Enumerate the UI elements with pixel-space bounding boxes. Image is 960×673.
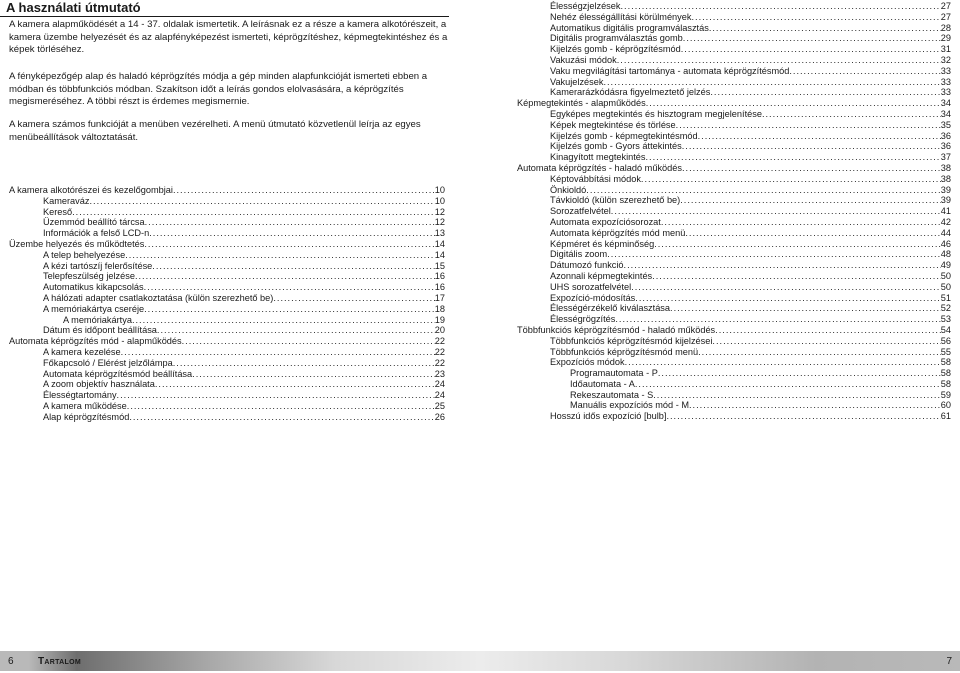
toc-page-number: 42	[940, 216, 951, 227]
toc-dot-leader	[615, 314, 940, 325]
toc-entry-title: Manuális expozíciós mód - M	[570, 400, 689, 411]
toc-entry[interactable]	[517, 131, 951, 142]
toc-page-number: 48	[940, 249, 951, 260]
toc-entry-title: Többfunkciós képrögzítésmód menü	[550, 346, 699, 357]
toc-dot-leader	[652, 271, 941, 282]
toc-dot-leader	[762, 109, 941, 120]
toc-entry[interactable]	[9, 250, 445, 261]
toc-page-number: 22	[434, 336, 445, 347]
toc-page-number: 51	[940, 292, 951, 303]
toc-entry-title: Programautomata - P	[570, 368, 658, 379]
toc-entry[interactable]	[517, 379, 951, 390]
toc-entry[interactable]	[517, 368, 951, 379]
toc-entry[interactable]	[517, 109, 951, 120]
toc-entry-title: Automatikus kikapcsolás	[43, 282, 144, 293]
toc-entry[interactable]	[9, 196, 445, 207]
toc-entry-title: A hálózati adapter csatlakoztatása (külön szerezhető be)	[43, 292, 274, 303]
toc-entry-title: Nehéz élességállítási körülmények	[550, 11, 692, 22]
toc-entry-title: Élességtartomány	[43, 390, 117, 401]
toc-entry-title: Többfunkciós képrögzítésmód - haladó működés	[517, 324, 716, 335]
toc-entry[interactable]	[517, 55, 951, 66]
toc-dot-leader	[173, 185, 435, 196]
toc-dot-leader	[654, 239, 941, 250]
toc-page-number: 44	[940, 227, 951, 238]
toc-entry[interactable]	[517, 249, 951, 260]
toc-entry-title: Kereső	[43, 206, 73, 217]
toc-entry-title: Hosszú idős expozíció [bulb]	[550, 411, 667, 422]
toc-dot-leader	[121, 347, 435, 358]
toc-dot-leader	[273, 293, 434, 304]
toc-entry[interactable]	[517, 260, 951, 271]
toc-page-number: 58	[940, 378, 951, 389]
toc-page-number: 58	[940, 357, 951, 368]
toc-page-number: 19	[434, 314, 445, 325]
toc-entry[interactable]	[517, 390, 951, 401]
toc-entry-title: Képmegtekintés - alapműködés	[517, 98, 646, 109]
toc-entry-title: Dátumozó funkció	[550, 260, 624, 271]
toc-page-number: 26	[434, 411, 445, 422]
toc-entry-title: Képméret és képminőség	[550, 238, 655, 249]
toc-page-number: 39	[940, 184, 951, 195]
toc-dot-leader	[658, 368, 941, 379]
toc-page-number: 13	[434, 228, 445, 239]
toc-dot-leader	[641, 174, 941, 185]
toc-entry[interactable]	[9, 315, 445, 326]
toc-entry[interactable]	[517, 141, 951, 152]
toc-dot-leader	[681, 44, 941, 55]
toc-dot-leader	[635, 293, 940, 304]
toc-dot-leader	[149, 228, 435, 239]
toc-page-number: 16	[434, 282, 445, 293]
page-title: A használati útmutató	[6, 0, 141, 15]
toc-dot-leader	[710, 87, 940, 98]
toc-dot-leader	[155, 379, 435, 390]
toc-entry-title: Élességérzékelő kiválasztása	[550, 303, 671, 314]
toc-page-number: 61	[940, 411, 951, 422]
toc-entry[interactable]	[9, 239, 445, 250]
toc-page-number: 24	[434, 390, 445, 401]
toc-entry[interactable]	[9, 217, 445, 228]
toc-entry[interactable]	[517, 336, 951, 347]
toc-entry-title: Automatikus digitális programválasztás	[550, 22, 709, 33]
toc-dot-leader	[683, 33, 941, 44]
toc-entry-title: Kijelzés gomb - képmegtekintésmód	[550, 130, 698, 141]
toc-dot-leader	[670, 303, 941, 314]
toc-dot-leader	[144, 304, 435, 315]
toc-page-number: 14	[434, 238, 445, 249]
toc-dot-leader	[152, 261, 434, 272]
toc-entry[interactable]	[9, 336, 445, 347]
toc-dot-leader	[127, 401, 435, 412]
toc-entry-title: UHS sorozatfelvétel	[550, 281, 632, 292]
toc-entry[interactable]	[517, 411, 951, 422]
toc-page-number: 49	[940, 260, 951, 271]
toc-dot-leader	[646, 152, 941, 163]
toc-page-number: 22	[434, 357, 445, 368]
toc-entry-title: A telep behelyezése	[43, 249, 126, 260]
toc-entry[interactable]	[9, 271, 445, 282]
toc-entry-title: Távkioldó (külön szerezhető be)	[550, 195, 681, 206]
toc-dot-leader	[682, 163, 941, 174]
toc-page-number: 36	[940, 141, 951, 152]
toc-entry-title: A memóriakártya	[63, 314, 132, 325]
toc-page-number: 50	[940, 270, 951, 281]
toc-entry[interactable]	[9, 412, 445, 423]
toc-page-number: 32	[940, 54, 951, 65]
toc-page-number: 54	[940, 324, 951, 335]
toc-entry-title: Egyképes megtekintés és hisztogram megjelenítése	[550, 108, 762, 119]
toc-entry-title: Üzembe helyezés és működtetés	[9, 238, 145, 249]
toc-entry[interactable]	[9, 325, 445, 336]
toc-dot-leader	[625, 357, 941, 368]
toc-page-number: 17	[434, 292, 445, 303]
toc-entry[interactable]	[517, 33, 951, 44]
toc-entry[interactable]	[517, 303, 951, 314]
toc-entry-title: Vakujelzések	[550, 76, 604, 87]
toc-dot-leader	[117, 390, 435, 401]
toc-page-number: 12	[434, 206, 445, 217]
toc-entry-title: Vaku megvilágítási tartománya - automata képrögzítésmód	[550, 65, 790, 76]
toc-entry[interactable]	[9, 207, 445, 218]
toc-dot-leader	[72, 207, 435, 218]
toc-dot-leader	[682, 141, 941, 152]
toc-entry[interactable]	[9, 369, 445, 380]
toc-entry[interactable]	[517, 325, 951, 336]
toc-entry[interactable]	[517, 77, 951, 88]
toc-entry[interactable]	[517, 400, 951, 411]
toc-page-number: 52	[940, 303, 951, 314]
toc-entry-title: Élességzjelzések	[550, 1, 621, 11]
toc-entry-title: Kameraváz	[43, 195, 90, 206]
toc-entry-title: A kamera kezelése	[43, 346, 121, 357]
toc-page-number: 24	[434, 379, 445, 390]
toc-entry-title: Főkapcsoló / Elérést jelzőlámpa	[43, 357, 173, 368]
toc-entry[interactable]	[9, 261, 445, 272]
toc-page-number: 12	[434, 217, 445, 228]
intro-paragraph-3: A kamera számos funkcióját a menüben vezérelheti. A menü útmutató közvetlenül leírja az egyes menübeállítások változtatását.	[9, 119, 421, 143]
toc-dot-leader	[676, 120, 941, 131]
toc-page-number: 27	[940, 11, 951, 22]
toc-entry-title: A kamera működése	[43, 400, 127, 411]
toc-entry-title: Kinagyított megtekintés	[550, 152, 646, 163]
toc-entry-title: Vakuzási módok	[550, 54, 617, 65]
toc-dot-leader	[144, 239, 434, 250]
toc-dot-leader	[192, 369, 435, 380]
toc-dot-leader	[689, 400, 941, 411]
toc-dot-leader	[617, 55, 941, 66]
toc-page-number: 34	[940, 108, 951, 119]
toc-dot-leader	[685, 228, 940, 239]
toc-page-number: 14	[434, 249, 445, 260]
toc-page-number: 58	[940, 368, 951, 379]
toc-entry[interactable]	[517, 44, 951, 55]
toc-entry-title: A kamera alkotórészei és kezelőgombjai	[9, 185, 173, 195]
toc-page-number: 37	[940, 152, 951, 163]
toc-entry[interactable]	[517, 23, 951, 34]
toc-entry-title: Önkioldó	[550, 184, 587, 195]
footer-bar	[0, 651, 960, 671]
toc-entry-title: Automata expozíciósorozat	[550, 216, 661, 227]
toc-entry[interactable]	[9, 282, 445, 293]
toc-entry[interactable]	[517, 228, 951, 239]
toc-entry-title: Telepfeszülség jelzése	[43, 271, 135, 282]
toc-entry[interactable]	[517, 206, 951, 217]
toc-entry[interactable]	[517, 271, 951, 282]
toc-page-number: 23	[434, 368, 445, 379]
toc-dot-leader	[135, 271, 435, 282]
toc-entry-title: Alap képrögzítésmód	[43, 411, 130, 422]
toc-entry[interactable]	[517, 185, 951, 196]
toc-dot-leader	[586, 185, 941, 196]
toc-entry[interactable]	[517, 1, 951, 12]
toc-page-number: 16	[434, 271, 445, 282]
toc-page-number: 27	[940, 1, 951, 11]
title-rule	[0, 16, 449, 17]
toc-page-number: 31	[940, 44, 951, 55]
toc-entry[interactable]	[9, 358, 445, 369]
footer-section-title: Tartalom	[38, 656, 81, 667]
toc-entry[interactable]	[517, 282, 951, 293]
toc-entry-title: Automata képrögzítés mód menü	[550, 227, 686, 238]
toc-entry[interactable]	[517, 217, 951, 228]
toc-entry-title: Digitális programválasztás gomb	[550, 33, 683, 44]
toc-page-number: 29	[940, 33, 951, 44]
toc-page-number: 36	[940, 130, 951, 141]
toc-dot-leader	[631, 282, 941, 293]
toc-page-number: 41	[940, 206, 951, 217]
toc-page-number: 39	[940, 195, 951, 206]
toc-page-number: 25	[434, 400, 445, 411]
toc-entry[interactable]	[517, 357, 951, 368]
toc-dot-leader	[620, 1, 940, 12]
toc-entry[interactable]	[9, 228, 445, 239]
toc-page-number: 28	[940, 22, 951, 33]
toc-entry-title: Kijelzés gomb - Gyors áttekintés	[550, 141, 682, 152]
toc-page-number: 33	[940, 65, 951, 76]
toc-entry[interactable]	[517, 120, 951, 131]
toc-dot-leader	[709, 23, 941, 34]
toc-dot-leader	[715, 325, 941, 336]
toc-dot-leader	[144, 282, 435, 293]
toc-entry[interactable]	[9, 390, 445, 401]
toc-entry[interactable]	[9, 379, 445, 390]
toc-entry-title: Információk a felső LCD-n	[43, 228, 150, 239]
toc-page-number: 22	[434, 346, 445, 357]
toc-entry[interactable]	[9, 401, 445, 412]
toc-entry[interactable]	[9, 293, 445, 304]
toc-dot-leader	[173, 358, 435, 369]
toc-entry-title: Rekeszautomata - S	[570, 389, 654, 400]
toc-entry[interactable]	[9, 304, 445, 315]
toc-page-number: 38	[940, 173, 951, 184]
toc-dot-leader	[691, 12, 940, 23]
toc-entry-title: Automata képrögzítés - haladó működés	[517, 162, 682, 173]
toc-page-number: 55	[940, 346, 951, 357]
toc-dot-leader	[712, 336, 940, 347]
toc-entry[interactable]	[517, 174, 951, 185]
toc-entry-title: Többfunkciós képrögzítésmód kijelzései	[550, 335, 713, 346]
toc-entry[interactable]	[517, 87, 951, 98]
toc-page-number: 56	[940, 335, 951, 346]
toc-dot-leader	[607, 249, 941, 260]
toc-page-number: 33	[940, 76, 951, 87]
toc-dot-leader	[125, 250, 435, 261]
toc-page-number: 35	[940, 119, 951, 130]
toc-page-number: 59	[940, 389, 951, 400]
toc-entry[interactable]	[517, 314, 951, 325]
toc-page-number: 18	[434, 303, 445, 314]
toc-entry-title: Kamerarázkódásra figyelmeztető jelzés	[550, 87, 711, 98]
toc-dot-leader	[182, 336, 435, 347]
toc-page-number: 34	[940, 98, 951, 109]
toc-entry-title: Digitális zoom	[550, 249, 608, 260]
toc-entry-title: A zoom objektív használata	[43, 379, 155, 390]
toc-entry[interactable]	[9, 347, 445, 358]
toc-page-number: 46	[940, 238, 951, 249]
toc-dot-leader	[789, 66, 940, 77]
intro-paragraph-1: A kamera alapműködését a 14 - 37. oldalak ismertetik. A leírásnak ez a része a kamera alkotórészeit, a kamera üzembe helyezését és az alapfényképezést ismerteti, képrögzítéshez, képmegtekintéshez és a képek törléséhez.	[9, 19, 448, 56]
toc-entry[interactable]	[517, 12, 951, 23]
toc-page-number: 33	[940, 87, 951, 98]
toc-page-number: 20	[434, 325, 445, 336]
toc-entry-title: Automata képrögzítés mód - alapműködés	[9, 336, 182, 347]
toc-right-column	[517, 1, 951, 422]
toc-entry-title: Expozíció-módosítás	[550, 292, 636, 303]
toc-entry[interactable]	[9, 185, 445, 196]
toc-entry[interactable]	[517, 66, 951, 77]
toc-entry-title: Dátum és időpont beállítása	[43, 325, 157, 336]
toc-dot-leader	[132, 315, 435, 326]
footer-right-page-number: 7	[946, 656, 952, 667]
toc-dot-leader	[661, 217, 941, 228]
toc-dot-leader	[611, 206, 941, 217]
toc-entry-title: Képtovábbítási módok	[550, 173, 641, 184]
toc-entry-title: A memóriakártya cseréje	[43, 303, 145, 314]
toc-dot-leader	[145, 217, 435, 228]
toc-page-number: 10	[434, 185, 445, 195]
footer-left-page-number: 6	[8, 656, 14, 667]
toc-dot-leader	[635, 379, 941, 390]
toc-entry[interactable]	[517, 163, 951, 174]
toc-page-number: 38	[940, 162, 951, 173]
intro-paragraph-2: A fényképezőgép alap és haladó képrögzítés módja a gép minden alapfunkcióját ismerteti ebben a módban és többfunkciós módban. Szakítson időt a leírás gondos elolvasására, a képrögzítés megismeréséhez. A többi részt is érdemes megismernie.	[9, 71, 428, 108]
toc-entry-title: Azonnali képmegtekintés	[550, 270, 653, 281]
toc-entry[interactable]	[517, 293, 951, 304]
toc-entry[interactable]	[517, 239, 951, 250]
toc-entry-title: Expozíciós módok	[550, 357, 625, 368]
toc-left-column	[9, 185, 445, 423]
toc-entry[interactable]	[517, 347, 951, 358]
toc-entry[interactable]	[517, 195, 951, 206]
toc-page-number: 60	[940, 400, 951, 411]
toc-entry-title: Üzemmód beállító tárcsa	[43, 217, 145, 228]
toc-entry-title: Időautomata - A	[570, 378, 635, 389]
toc-dot-leader	[603, 77, 940, 88]
toc-dot-leader	[89, 196, 434, 207]
toc-page-number: 50	[940, 281, 951, 292]
toc-entry-title: Élességrögzítés	[550, 314, 616, 325]
toc-page-number: 53	[940, 314, 951, 325]
toc-entry[interactable]	[517, 98, 951, 109]
toc-dot-leader	[698, 131, 941, 142]
toc-page-number: 15	[434, 260, 445, 271]
toc-entry-title: A kézi tartószíj felerősítése	[43, 260, 153, 271]
toc-entry-title: Automata képrögzítésmód beállítása	[43, 368, 193, 379]
toc-dot-leader	[624, 260, 941, 271]
toc-entry-title: Kijelzés gomb - képrögzítésmód	[550, 44, 681, 55]
toc-entry-title: Sorozatfelvétel	[550, 206, 611, 217]
toc-entry-title: Képek megtekintése és törlése	[550, 119, 676, 130]
toc-dot-leader	[653, 390, 941, 401]
toc-dot-leader	[666, 411, 940, 422]
toc-entry[interactable]	[517, 152, 951, 163]
toc-dot-leader	[680, 195, 941, 206]
toc-dot-leader	[646, 98, 941, 109]
toc-dot-leader	[157, 325, 435, 336]
toc-page-number: 10	[434, 195, 445, 206]
toc-dot-leader	[129, 412, 434, 423]
toc-dot-leader	[698, 347, 941, 358]
